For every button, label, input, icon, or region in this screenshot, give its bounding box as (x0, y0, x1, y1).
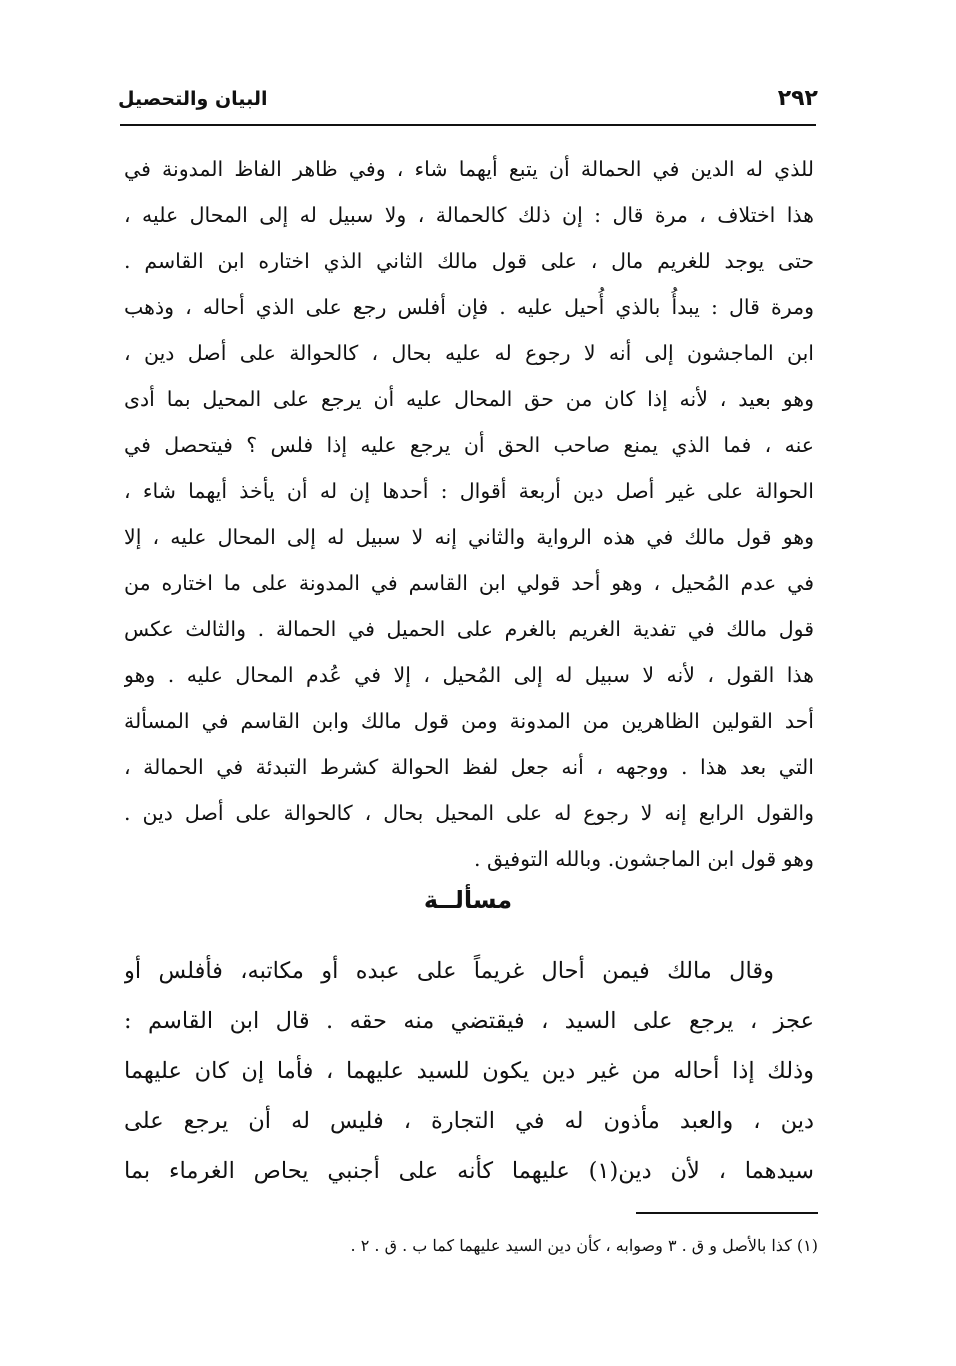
text-line: أحد القولين الظاهرين من المدونة ومن قول مالك وابن القاسم في المسألة (124, 709, 814, 733)
running-title: البيان والتحصيل (118, 88, 268, 110)
footnote-rule (636, 1212, 818, 1214)
header-rule (120, 124, 816, 126)
text-line: وقال مالك فيمن أحال غريماً على عبده أو مكاتبه، فأفلس أو (124, 958, 774, 984)
section-text (124, 946, 814, 1196)
text-line: للذي له الدين في الحمالة أن يتبع أيهما شاء ، وفي ظاهر الفاظ المدونة في (124, 157, 814, 181)
main-text (124, 146, 814, 882)
text-line: والقول الرابع إنه لا رجوع له على المحيل بحال ، كالحوالة على أصل دين . (124, 801, 814, 825)
page-header (118, 82, 818, 122)
text-line: وهو قول مالك في هذه الرواية والثاني إنه لا سبيل له إلى المحال عليه ، إلا (124, 525, 814, 549)
page-number: ٢٩٢ (777, 86, 818, 111)
text-line: وهو قول ابن الماجشون. وبالله التوفيق . (473, 847, 814, 871)
text-line: سيدهما ، لأن دين(١) عليهما كأنه على أجنبي يحاص الغرماء بما (124, 1158, 814, 1184)
text-line: عنه ، فما الذي يمنع صاحب الحق أن يرجع عليه إذا فلس ؟ فيتحصل في (124, 433, 814, 457)
text-line: الحوالة على غير أصل دين أربعة أقوال : أحدها إن له أن يأخذ أيهما شاء ، (124, 479, 814, 503)
text-line: حتى يوجد للغريم مال ، على قول مالك الثاني الذي اختاره ابن القاسم . (124, 249, 814, 273)
text-line: عجز ، يرجع على السيد ، فيقتضي منه حقه . قال ابن القاسم : (124, 1008, 814, 1034)
text-line: وذلك إذا أحاله من غير دين يكون للسيد عليهما ، فأما إن كان عليهما (124, 1058, 814, 1084)
text-line: قول مالك في تفدية الغريم بالغرم على الحميل في الحمالة . والثالث عكس (124, 617, 814, 641)
text-line: ومرة قال : يبدأُ بالذي أُحيل عليه . فإن أفلس رجع على الذي أحاله ، وذهب (124, 295, 814, 319)
footnote: (١) كذا بالأصل و ق . ٣ وصوابه ، كأن دين السيد عليهما كما ب . ق . ٢ . (350, 1236, 818, 1255)
text-line: دين ، والعبد مأذون له في التجارة ، فليس له أن يرجع على (124, 1108, 814, 1134)
text-line: ابن الماجشون إلى أنه لا رجوع له عليه بحال ، كالحوالة على أصل دين ، (124, 341, 814, 365)
text-line: في عدم المُحيل ، وهو أحد قولي ابن القاسم في المدونة على ما اختاره من (124, 571, 814, 595)
text-line: التي بعد هذا . ووجهه ، أنه جعل لفظ الحوالة كشرط التبدئة في الحمالة ، (124, 755, 814, 779)
text-line: هذا اختلاف ، مرة قال : إن ذلك كالحمالة ، ولا سبيل له إلى المحال عليه ، (124, 203, 814, 227)
text-line: وهو بعيد ، لأنه إذا كان من حق المحال عليه أن يرجع على المحيل بما أدى (124, 387, 814, 411)
section-title: مسألــة (423, 886, 513, 914)
text-line: هذا القول ، لأنه لا سبيل له إلى المُحيل ، إلا في عُدم المحال عليه . وهو (124, 663, 814, 687)
